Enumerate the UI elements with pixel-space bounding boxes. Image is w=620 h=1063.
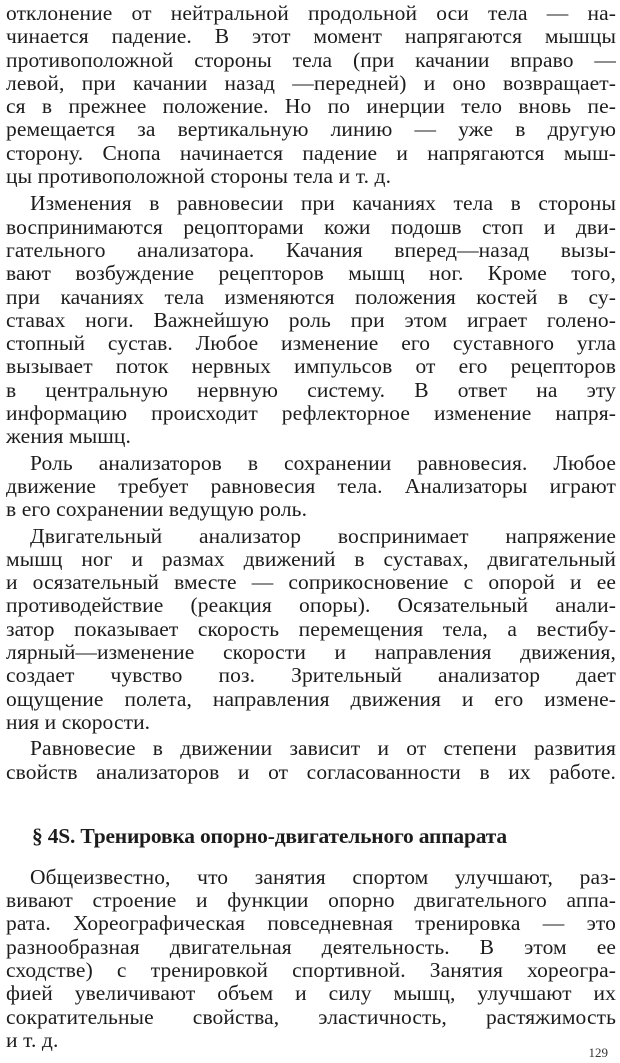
text-line: вают возбуждение рецепторов мышц ног. Кроме того,	[6, 261, 616, 286]
text-line: вызывает поток нервных импульсов от его рецепторов	[6, 354, 616, 379]
text-line: ремещается за вертикальную линию — уже в другую	[6, 117, 616, 142]
text-line: и т. д.	[6, 1027, 59, 1052]
text-line: воспринимаются рецопторами кожи подошв стоп и дви-	[6, 214, 616, 239]
text-line: в его сохранении ведущую роль.	[6, 497, 308, 522]
text-line: ся в прежнее положение. Но по инерции тело вновь пе-	[6, 94, 616, 119]
text-line: противоположной стороны тела (при качании вправо —	[6, 47, 616, 72]
text-line: Изменения в равновесии при качаниях тела в стороны	[30, 191, 616, 216]
text-line: в центральную нервную систему. В ответ на эту	[6, 377, 616, 402]
text-line: затор показывает скорость перемещения тела, а вестибу-	[6, 616, 616, 641]
text-line: движение требует равновесия тела. Анализаторы играют	[6, 473, 616, 498]
text-line: левой, при качании назад —передней) и оно возвращает-	[6, 70, 616, 95]
text-line: разнообразная двигательная деятельность. В этом ее	[6, 934, 616, 959]
text-line: гательного анализатора. Качания вперед—назад вызы-	[6, 237, 616, 262]
paragraph-training	[6, 866, 616, 1052]
text-line: сторону. Снопа начинается падение и напрягаются мыш-	[6, 140, 616, 165]
text-line: сходстве) с тренировкой спортивной. Занятия хореогра-	[6, 957, 616, 982]
text-line: ставах ноги. Важнейшую роль при этом играет голено-	[6, 307, 616, 332]
paragraph-balance-development	[6, 737, 616, 784]
text-line: при качаниях тела изменяются положения костей в су-	[6, 284, 616, 309]
text-line: рата. Хореографическая повседневная тренировка — это	[6, 911, 616, 936]
section-heading: § 4S. Тренировка опорно-двигательного аппарата	[32, 823, 507, 848]
text-line: фией увеличивают объем и силу мышц, улучшают их	[6, 981, 616, 1006]
text-line: мышц ног и размах движений в суставах, двигательный	[6, 546, 616, 571]
paragraph-analyzers-role	[6, 452, 616, 522]
text-line: Равновесие в движении зависит и от степени развития	[30, 736, 616, 761]
text-line: стопный сустав. Любое изменение его суставного угла	[6, 331, 616, 356]
text-line: отклонение от нейтральной продольной оси тела — на-	[6, 1, 616, 25]
text-line: создает чувство поз. Зрительный анализатор дает	[6, 663, 616, 688]
text-line: и осязательный вместе — соприкосновение с опорой и ее	[6, 570, 616, 595]
text-line: жения мышц.	[6, 424, 131, 449]
text-line: чинается падение. В этот момент напрягаются мышцы	[6, 24, 616, 49]
text-line: вивают строение и функции опорно двигательного аппа-	[6, 888, 616, 913]
text-line: свойств анализаторов и от согласованности в их работе.	[6, 759, 616, 784]
text-line: ния и скорости.	[6, 709, 151, 734]
text-line: Двигательный анализатор воспринимает напряжение	[30, 523, 616, 548]
text-line: Общеизвестно, что занятия спортом улучшают, раз-	[30, 864, 616, 889]
text-line: противодействие (реакция опоры). Осязательный анали-	[6, 593, 616, 618]
paragraph-receptors	[6, 192, 616, 448]
text-line: ощущение полета, направления движения и его измене-	[6, 686, 616, 711]
text-line: лярный—изменение скорости и направления движения,	[6, 640, 616, 665]
book-page	[6, 0, 616, 1052]
text-line: цы противоположной стороны тела и т. д.	[6, 164, 392, 189]
paragraph-balance-sway	[6, 2, 616, 188]
page-number: 129	[588, 1045, 608, 1060]
text-line: сократительные свойства, эластичность, растяжимость	[6, 1004, 616, 1029]
text-line: Роль анализаторов в сохранении равновесия. Любое	[30, 450, 616, 475]
paragraph-motor-analyzer	[6, 525, 616, 735]
text-line: информацию происходит рефлекторное изменение напря-	[6, 401, 616, 426]
